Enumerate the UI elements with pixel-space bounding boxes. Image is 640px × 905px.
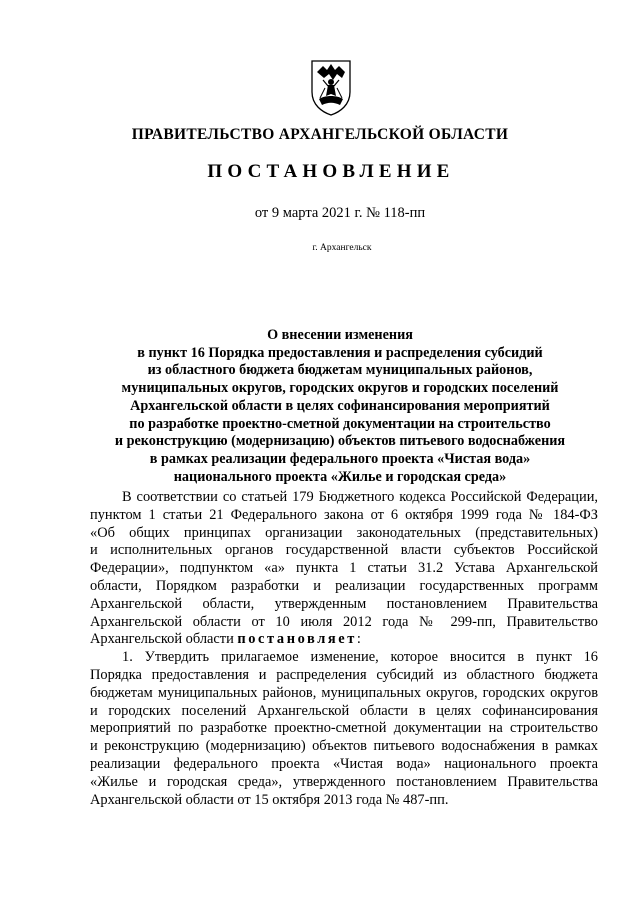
document-type: ПОСТАНОВЛЕНИЕ [207,161,455,182]
document-city: г. Архангельск [312,243,372,253]
decree-word: постановляет [237,631,357,648]
preamble-line: В соответствии со статьей 179 Бюджетного кодекса Российской Федерации, [122,489,598,505]
preamble-line: Архангельской области, утвержденным постановлением Правительства [90,595,598,612]
item-line: и реконструкцию (модернизацию) объектов питьевого водоснабжения в рамках [90,738,598,755]
preamble-last-prefix: Архангельской области [90,631,238,648]
title-line: в пункт 16 Порядка предоставления и распределения субсидий [137,344,543,361]
item-line: мероприятий по разработке проектно-сметной документации на строительство [90,720,598,737]
title-line: О внесении изменения [267,327,413,343]
preamble-line: пунктом 1 статьи 21 Федерального закона от 6 октября 1999 года № 184-ФЗ [90,506,598,523]
preamble-line: и исполнительных органов государственной власти субъектов Российской [90,542,598,559]
item-line: Порядка предоставления и распределения субсидий из областного бюджета [90,666,598,683]
item-line: Архангельской области от 15 октября 2013 года № 487-пп. [90,791,449,808]
arkhangelsk-coat-of-arms-icon [309,58,353,116]
document-date-number: от 9 марта 2021 г. № 118-пп [254,205,426,221]
title-line: по разработке проектно-сметной документации на строительство [129,415,551,432]
preamble-last-suffix: : [356,631,361,648]
preamble-line: Федерации», подпунктом «а» пункта 1 статьи 31.2 Устава Архангельской [90,560,598,577]
title-line: национального проекта «Жилье и городская среда» [173,468,507,485]
item-line: бюджетам муниципальных районов, муниципальных округов, городских округов [90,684,598,701]
preamble-last-line [90,631,598,649]
government-name: ПРАВИТЕЛЬСТВО АРХАНГЕЛЬСКОЙ ОБЛАСТИ [131,126,509,143]
preamble-line: Архангельской области от 10 июля 2012 года № 299-пп, Правительство [90,613,598,630]
item-line: 1. Утвердить прилагаемое изменение, которое вносится в пункт 16 [122,649,598,666]
preamble-line: области, Порядком разработки и реализации государственных программ [90,577,598,594]
item-line: реализации федерального проекта «Чистая вода» национального проекта [90,755,598,772]
item-line: «Жилье и городская среда», утвержденного постановлением Правительства [90,773,598,790]
title-line: из областного бюджета бюджетам муниципальных районов, [147,362,533,379]
preamble-paragraph [90,489,598,649]
preamble-line: «Об общих принципах организации законодательных (представительных) [90,524,598,541]
title-line: в рамках реализации федерального проекта «Чистая вода» [149,450,531,467]
title-line: муниципальных округов, городских округов и городских поселений [121,380,559,397]
title-line: Архангельской области в целях софинансирования мероприятий [130,397,550,414]
document-title [80,327,600,486]
item-line: и городских поселений Архангельской области в целях софинансирования [90,702,598,719]
title-line: и реконструкцию (модернизацию) объектов питьевого водоснабжения [114,433,566,450]
document-body [90,489,598,809]
item-1-paragraph [90,649,598,809]
